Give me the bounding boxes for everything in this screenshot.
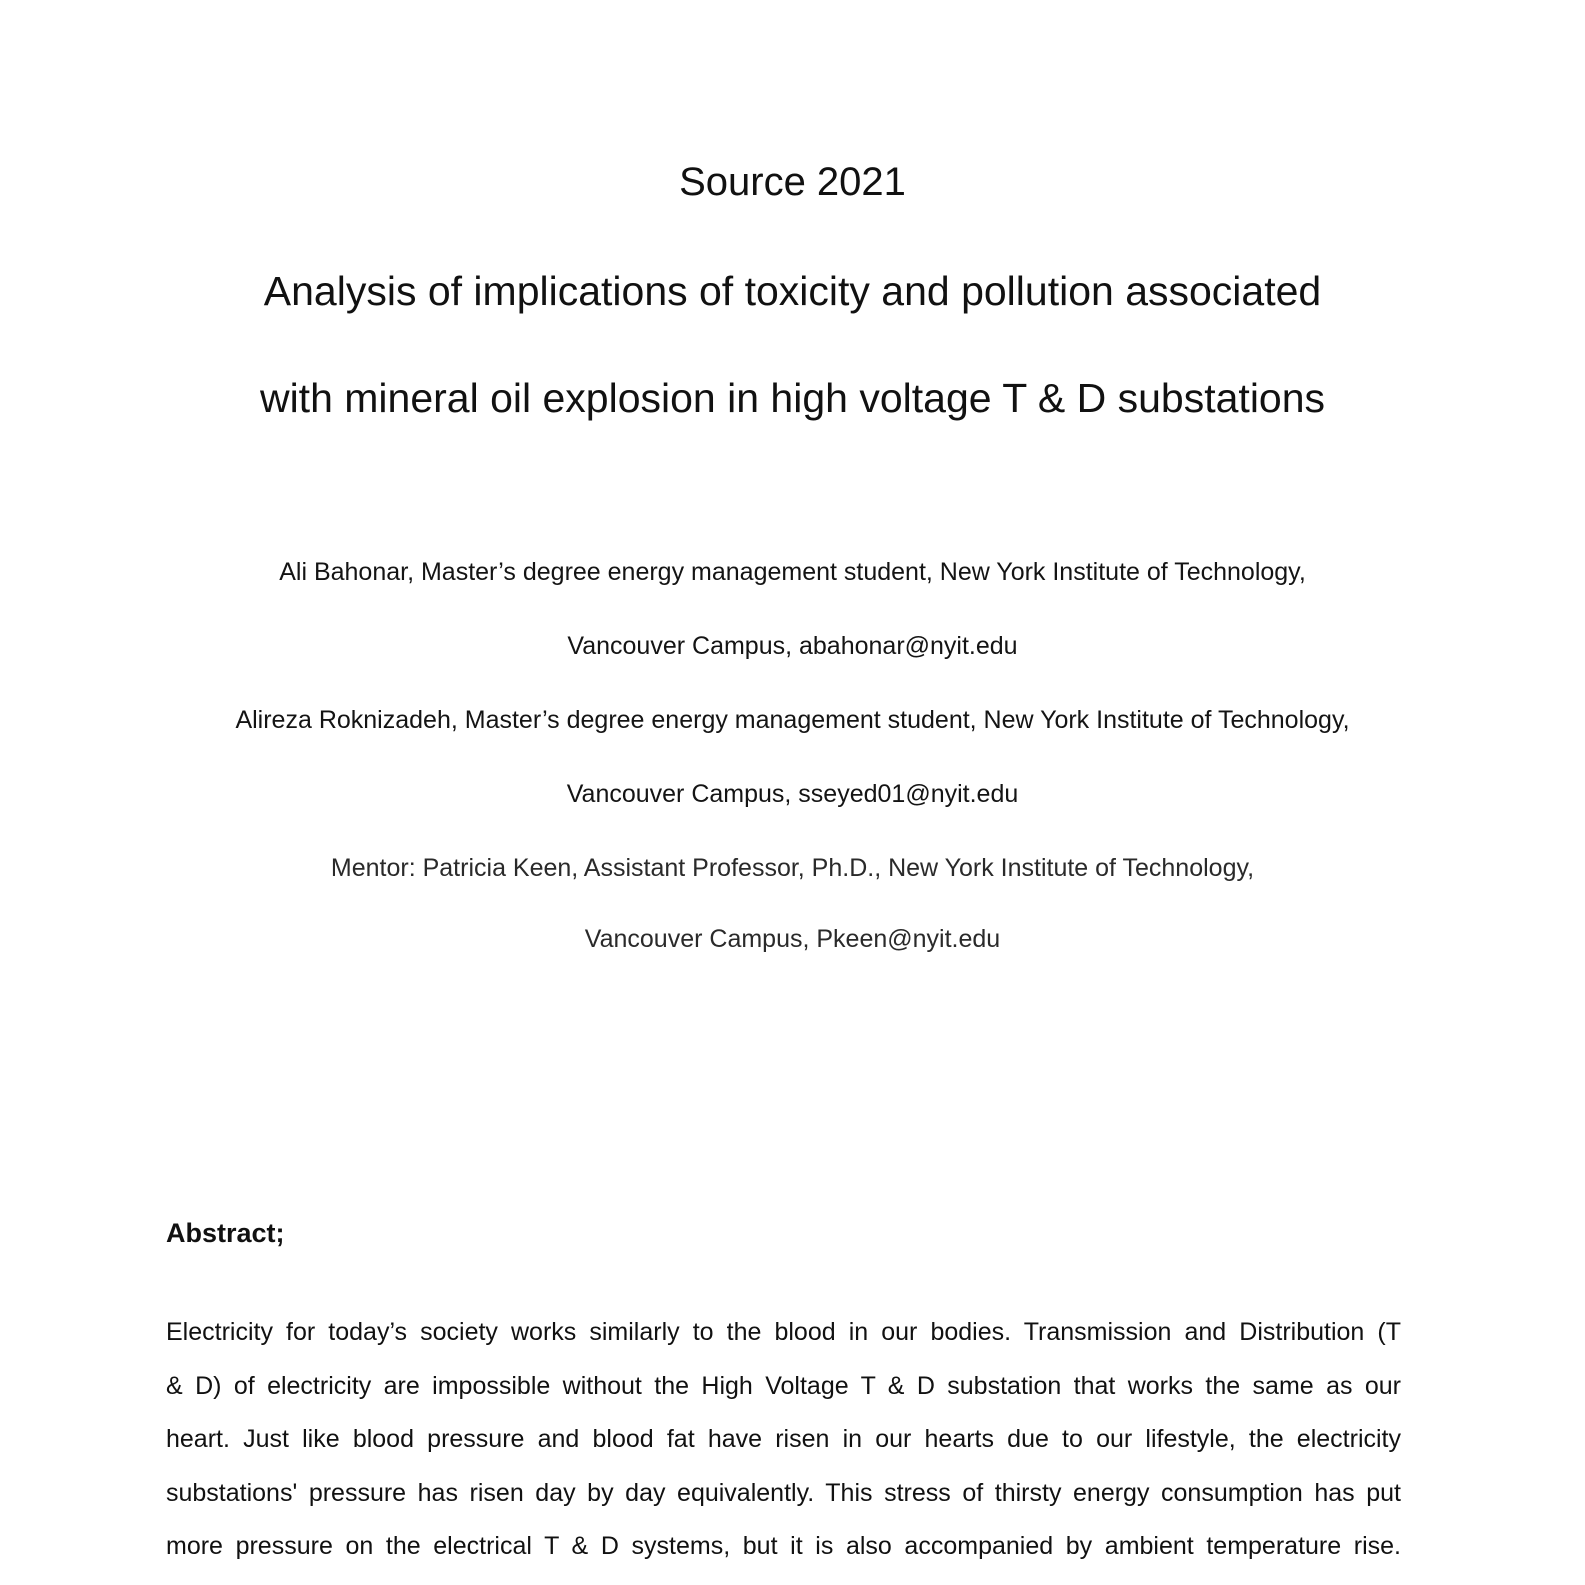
- paper-title-line-2: with mineral oil explosion in high voltage T & D substations: [259, 375, 1326, 421]
- author-2-contact: Vancouver Campus, sseyed01@nyit.edu: [566, 780, 1019, 808]
- abstract-heading: Abstract;: [166, 1218, 285, 1248]
- abstract-body: [166, 1313, 1401, 1581]
- abstract-line: substations' pressure has risen day by day equivalently. This stress of thirsty energy consumption has put: [166, 1478, 1401, 1507]
- abstract-line: Electricity for today’s society works similarly to the blood in our bodies. Transmission and Distribution (T: [166, 1318, 1401, 1346]
- mentor-contact: Vancouver Campus, Pkeen@nyit.edu: [584, 925, 1001, 953]
- author-1-affiliation: Ali Bahonar, Master’s degree energy management student, New York Institute of Technology,: [279, 558, 1306, 586]
- abstract-line: & D) of electricity are impossible without the High Voltage T & D substation that works the same as our: [166, 1371, 1401, 1400]
- author-2-affiliation: Alireza Roknizadeh, Master’s degree energy management student, New York Institute of Technology,: [235, 706, 1350, 734]
- abstract-line: heart. Just like blood pressure and blood fat have risen in our hearts due to our lifestyle, the electricity: [166, 1425, 1401, 1453]
- abstract-line: more pressure on the electrical T & D systems, but it is also accompanied by ambient temperature rise.: [166, 1532, 1401, 1560]
- paper-title-line-1: Analysis of implications of toxicity and pollution associated: [263, 268, 1322, 314]
- source-label: Source 2021: [679, 160, 906, 204]
- mentor-affiliation: Mentor: Patricia Keen, Assistant Professor, Ph.D., New York Institute of Technology,: [330, 854, 1255, 882]
- author-1-contact: Vancouver Campus, abahonar@nyit.edu: [567, 632, 1018, 660]
